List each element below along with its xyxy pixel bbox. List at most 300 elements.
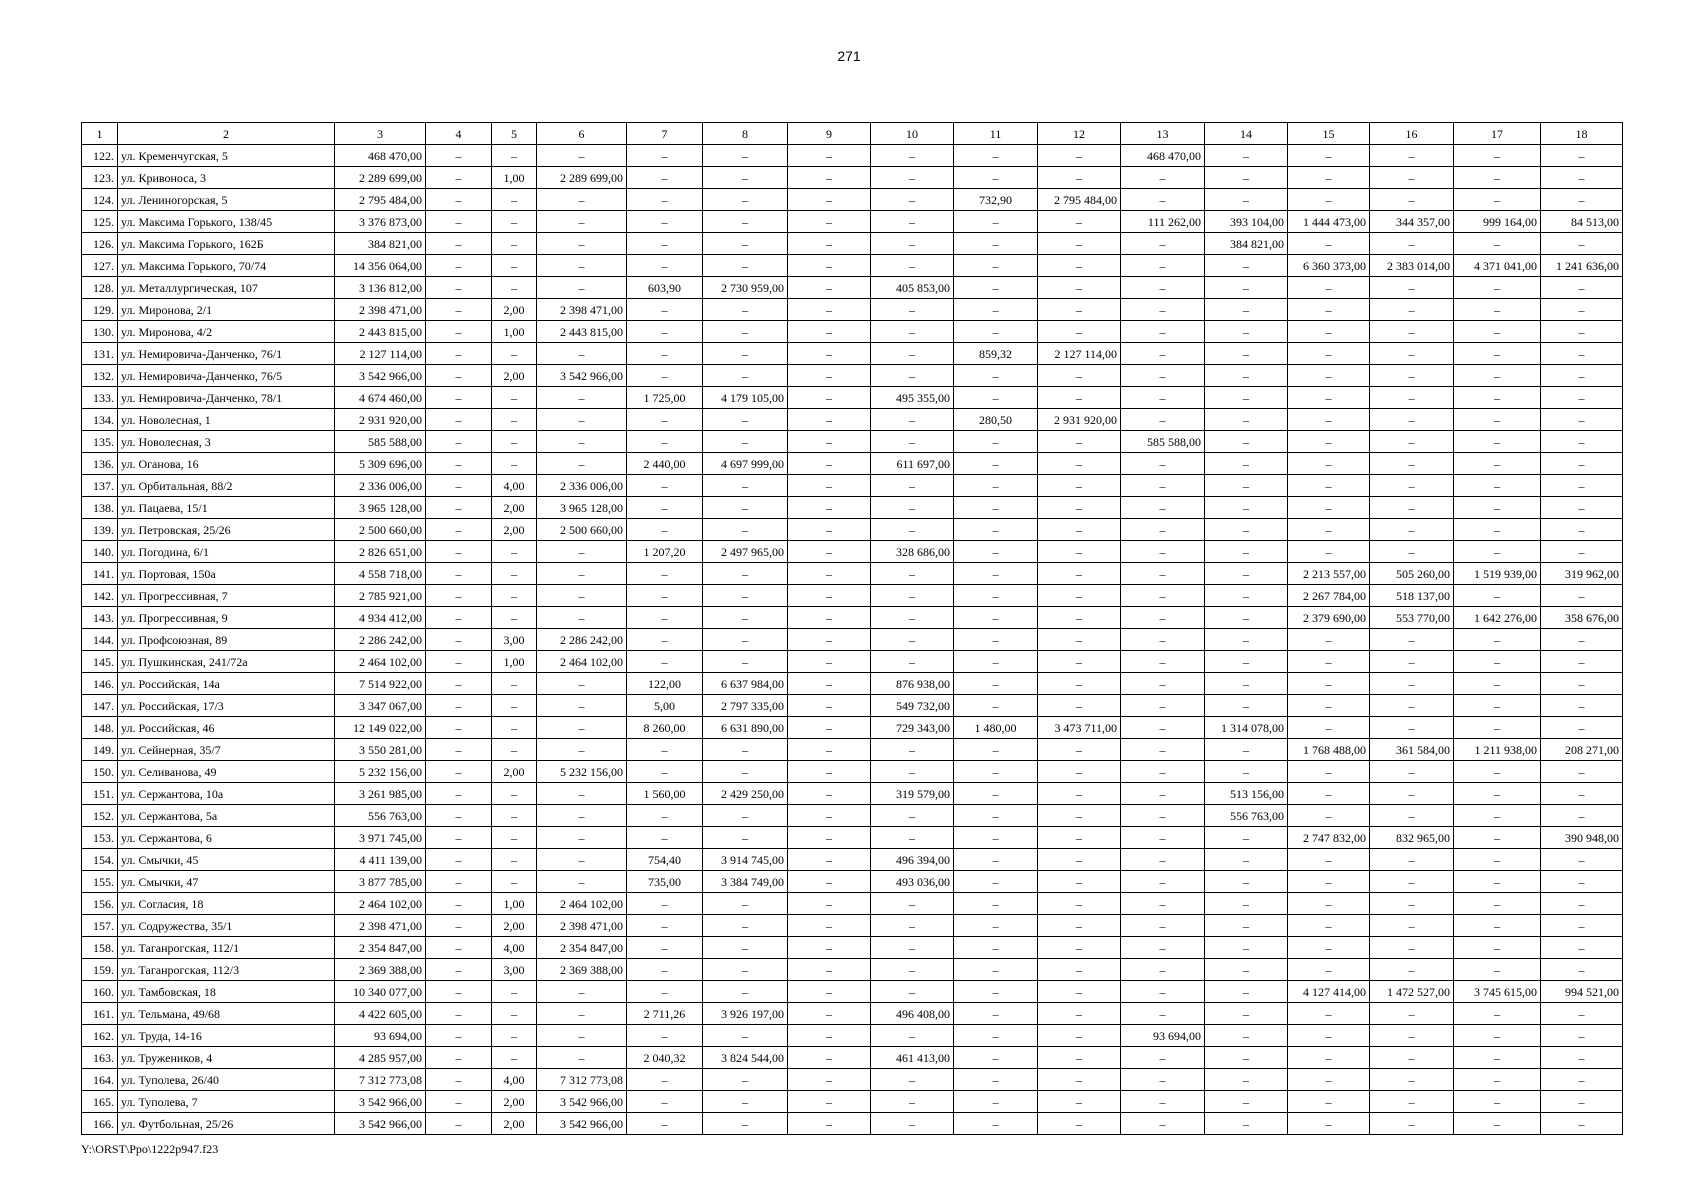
value-cell: – bbox=[871, 475, 954, 497]
value-cell: – bbox=[1288, 761, 1370, 783]
value-cell: 1 642 276,00 bbox=[1454, 607, 1541, 629]
value-cell: 5 232 156,00 bbox=[335, 761, 426, 783]
value-cell: 4 371 041,00 bbox=[1454, 255, 1541, 277]
value-cell: – bbox=[492, 783, 537, 805]
value-cell: – bbox=[1454, 849, 1541, 871]
value-cell: 2,00 bbox=[492, 1091, 537, 1113]
value-cell: – bbox=[954, 739, 1038, 761]
value-cell: – bbox=[492, 233, 537, 255]
value-cell: – bbox=[1121, 299, 1205, 321]
value-cell: – bbox=[871, 629, 954, 651]
value-cell: – bbox=[426, 321, 492, 343]
value-cell: – bbox=[1038, 959, 1121, 981]
value-cell: – bbox=[1121, 717, 1205, 739]
value-cell: 493 036,00 bbox=[871, 871, 954, 893]
value-cell: – bbox=[1541, 1003, 1623, 1025]
value-cell: – bbox=[1038, 871, 1121, 893]
value-cell: – bbox=[1038, 783, 1121, 805]
value-cell: – bbox=[492, 453, 537, 475]
value-cell: – bbox=[954, 805, 1038, 827]
value-cell: 3 542 966,00 bbox=[335, 1113, 426, 1135]
value-cell: 611 697,00 bbox=[871, 453, 954, 475]
row-number-cell: 162. bbox=[82, 1025, 118, 1047]
value-cell: – bbox=[426, 783, 492, 805]
value-cell: – bbox=[788, 299, 871, 321]
value-cell: – bbox=[703, 915, 788, 937]
value-cell: 468 470,00 bbox=[1121, 145, 1205, 167]
value-cell: – bbox=[1205, 651, 1288, 673]
value-cell: – bbox=[1288, 783, 1370, 805]
row-number-cell: 150. bbox=[82, 761, 118, 783]
value-cell: 3 347 067,00 bbox=[335, 695, 426, 717]
value-cell: – bbox=[1370, 167, 1454, 189]
value-cell: 496 394,00 bbox=[871, 849, 954, 871]
value-cell: – bbox=[492, 981, 537, 1003]
row-number-cell: 152. bbox=[82, 805, 118, 827]
value-cell: – bbox=[1454, 893, 1541, 915]
data-table bbox=[81, 122, 1623, 1135]
value-cell: – bbox=[1288, 189, 1370, 211]
value-cell: – bbox=[871, 145, 954, 167]
value-cell: – bbox=[1038, 453, 1121, 475]
value-cell: – bbox=[788, 1113, 871, 1135]
value-cell: – bbox=[1205, 1069, 1288, 1091]
value-cell: – bbox=[1288, 409, 1370, 431]
value-cell: – bbox=[788, 497, 871, 519]
value-cell: – bbox=[426, 167, 492, 189]
row-number-cell: 156. bbox=[82, 893, 118, 915]
table-row bbox=[82, 233, 1623, 255]
value-cell: – bbox=[954, 563, 1038, 585]
value-cell: – bbox=[788, 981, 871, 1003]
table-row bbox=[82, 277, 1623, 299]
value-cell: – bbox=[1038, 233, 1121, 255]
value-cell: – bbox=[1288, 541, 1370, 563]
value-cell: 4 934 412,00 bbox=[335, 607, 426, 629]
value-cell: – bbox=[627, 1113, 703, 1135]
value-cell: – bbox=[703, 255, 788, 277]
value-cell: 2 354 847,00 bbox=[537, 937, 627, 959]
value-cell: – bbox=[1288, 299, 1370, 321]
value-cell: – bbox=[1541, 1047, 1623, 1069]
value-cell: – bbox=[1288, 915, 1370, 937]
value-cell: – bbox=[954, 959, 1038, 981]
value-cell: 732,90 bbox=[954, 189, 1038, 211]
value-cell: – bbox=[627, 519, 703, 541]
value-cell: – bbox=[1541, 915, 1623, 937]
value-cell: – bbox=[1205, 959, 1288, 981]
value-cell: – bbox=[703, 1069, 788, 1091]
value-cell: – bbox=[788, 849, 871, 871]
value-cell: – bbox=[703, 937, 788, 959]
value-cell: 358 676,00 bbox=[1541, 607, 1623, 629]
value-cell: – bbox=[1121, 1069, 1205, 1091]
value-cell: – bbox=[1454, 937, 1541, 959]
value-cell: – bbox=[1370, 937, 1454, 959]
value-cell: – bbox=[426, 1025, 492, 1047]
value-cell: – bbox=[1205, 1113, 1288, 1135]
value-cell: 2 711,26 bbox=[627, 1003, 703, 1025]
value-cell: 2 369 388,00 bbox=[537, 959, 627, 981]
value-cell: – bbox=[871, 233, 954, 255]
value-cell: – bbox=[1121, 321, 1205, 343]
value-cell: – bbox=[1205, 871, 1288, 893]
row-number-cell: 142. bbox=[82, 585, 118, 607]
value-cell: – bbox=[627, 233, 703, 255]
value-cell: – bbox=[426, 871, 492, 893]
row-number-cell: 133. bbox=[82, 387, 118, 409]
value-cell: – bbox=[627, 585, 703, 607]
value-cell: – bbox=[1541, 299, 1623, 321]
value-cell: – bbox=[1370, 871, 1454, 893]
value-cell: – bbox=[1038, 277, 1121, 299]
value-cell: – bbox=[1541, 1091, 1623, 1113]
value-cell: – bbox=[537, 145, 627, 167]
value-cell: – bbox=[1541, 431, 1623, 453]
value-cell: – bbox=[1541, 871, 1623, 893]
value-cell: – bbox=[788, 1091, 871, 1113]
value-cell: – bbox=[1038, 673, 1121, 695]
value-cell: 2 286 242,00 bbox=[537, 629, 627, 651]
value-cell: – bbox=[871, 1113, 954, 1135]
address-cell: ул. Миронова, 2/1 bbox=[118, 299, 335, 321]
value-cell: – bbox=[1454, 871, 1541, 893]
value-cell: 2 213 557,00 bbox=[1288, 563, 1370, 585]
value-cell: – bbox=[492, 717, 537, 739]
value-cell: – bbox=[1541, 805, 1623, 827]
value-cell: – bbox=[788, 211, 871, 233]
row-number-cell: 128. bbox=[82, 277, 118, 299]
row-number-cell: 147. bbox=[82, 695, 118, 717]
value-cell: – bbox=[954, 475, 1038, 497]
value-cell: – bbox=[1038, 431, 1121, 453]
column-header-11: 11 bbox=[954, 123, 1038, 145]
value-cell: – bbox=[537, 343, 627, 365]
value-cell: – bbox=[1038, 519, 1121, 541]
row-number-cell: 138. bbox=[82, 497, 118, 519]
value-cell: 876 938,00 bbox=[871, 673, 954, 695]
value-cell: – bbox=[426, 959, 492, 981]
column-header-12: 12 bbox=[1038, 123, 1121, 145]
value-cell: – bbox=[788, 739, 871, 761]
value-cell: – bbox=[492, 409, 537, 431]
value-cell: – bbox=[1541, 1025, 1623, 1047]
row-number-cell: 153. bbox=[82, 827, 118, 849]
value-cell: 859,32 bbox=[954, 343, 1038, 365]
value-cell: – bbox=[954, 167, 1038, 189]
value-cell: 6 360 373,00 bbox=[1288, 255, 1370, 277]
value-cell: – bbox=[1205, 849, 1288, 871]
value-cell: 2 336 006,00 bbox=[335, 475, 426, 497]
value-cell: – bbox=[1038, 475, 1121, 497]
value-cell: – bbox=[426, 519, 492, 541]
value-cell: – bbox=[537, 827, 627, 849]
value-cell: – bbox=[1121, 695, 1205, 717]
address-cell: ул. Российская, 46 bbox=[118, 717, 335, 739]
value-cell: – bbox=[1370, 761, 1454, 783]
address-cell: ул. Петровская, 25/26 bbox=[118, 519, 335, 541]
value-cell: – bbox=[954, 915, 1038, 937]
value-cell: – bbox=[1454, 431, 1541, 453]
value-cell: 468 470,00 bbox=[335, 145, 426, 167]
value-cell: – bbox=[1038, 1113, 1121, 1135]
value-cell: – bbox=[426, 211, 492, 233]
address-cell: ул. Прогрессивная, 7 bbox=[118, 585, 335, 607]
column-header-15: 15 bbox=[1288, 123, 1370, 145]
column-header-4: 4 bbox=[426, 123, 492, 145]
value-cell: – bbox=[1288, 937, 1370, 959]
value-cell: – bbox=[492, 541, 537, 563]
value-cell: – bbox=[703, 739, 788, 761]
value-cell: – bbox=[492, 211, 537, 233]
value-cell: – bbox=[1121, 167, 1205, 189]
value-cell: – bbox=[426, 453, 492, 475]
value-cell: – bbox=[1370, 233, 1454, 255]
value-cell: – bbox=[627, 805, 703, 827]
value-cell: – bbox=[1454, 915, 1541, 937]
address-cell: ул. Максима Горького, 138/45 bbox=[118, 211, 335, 233]
value-cell: – bbox=[627, 431, 703, 453]
value-cell: – bbox=[871, 497, 954, 519]
table-row bbox=[82, 167, 1623, 189]
value-cell: – bbox=[1541, 541, 1623, 563]
row-number-cell: 125. bbox=[82, 211, 118, 233]
value-cell: 3,00 bbox=[492, 959, 537, 981]
value-cell: 2 383 014,00 bbox=[1370, 255, 1454, 277]
value-cell: – bbox=[627, 497, 703, 519]
value-cell: – bbox=[537, 1025, 627, 1047]
value-cell: 4 285 957,00 bbox=[335, 1047, 426, 1069]
table-row bbox=[82, 365, 1623, 387]
value-cell: – bbox=[954, 827, 1038, 849]
table-row bbox=[82, 673, 1623, 695]
value-cell: – bbox=[426, 651, 492, 673]
value-cell: – bbox=[788, 1069, 871, 1091]
column-header-5: 5 bbox=[492, 123, 537, 145]
value-cell: – bbox=[1454, 1113, 1541, 1135]
value-cell: – bbox=[426, 827, 492, 849]
value-cell: – bbox=[703, 827, 788, 849]
value-cell: – bbox=[537, 805, 627, 827]
value-cell: 3 914 745,00 bbox=[703, 849, 788, 871]
value-cell: 2 785 921,00 bbox=[335, 585, 426, 607]
value-cell: – bbox=[1121, 1091, 1205, 1113]
column-header-17: 17 bbox=[1454, 123, 1541, 145]
value-cell: – bbox=[1205, 343, 1288, 365]
value-cell: – bbox=[1541, 585, 1623, 607]
value-cell: – bbox=[1038, 1047, 1121, 1069]
value-cell: – bbox=[788, 409, 871, 431]
value-cell: – bbox=[1370, 1091, 1454, 1113]
value-cell: 2,00 bbox=[492, 915, 537, 937]
value-cell: 518 137,00 bbox=[1370, 585, 1454, 607]
value-cell: – bbox=[788, 585, 871, 607]
value-cell: – bbox=[1454, 695, 1541, 717]
value-cell: 10 340 077,00 bbox=[335, 981, 426, 1003]
value-cell: – bbox=[1038, 937, 1121, 959]
value-cell: – bbox=[492, 343, 537, 365]
value-cell: – bbox=[1205, 475, 1288, 497]
value-cell: – bbox=[1541, 145, 1623, 167]
value-cell: – bbox=[871, 981, 954, 1003]
value-cell: – bbox=[1205, 761, 1288, 783]
value-cell: – bbox=[492, 871, 537, 893]
value-cell: – bbox=[703, 959, 788, 981]
value-cell: – bbox=[788, 277, 871, 299]
value-cell: – bbox=[871, 365, 954, 387]
value-cell: – bbox=[1205, 827, 1288, 849]
value-cell: 12 149 022,00 bbox=[335, 717, 426, 739]
value-cell: – bbox=[871, 915, 954, 937]
value-cell: 3 877 785,00 bbox=[335, 871, 426, 893]
value-cell: – bbox=[537, 255, 627, 277]
value-cell: – bbox=[1121, 739, 1205, 761]
value-cell: – bbox=[426, 365, 492, 387]
value-cell: – bbox=[1205, 519, 1288, 541]
value-cell: – bbox=[426, 695, 492, 717]
value-cell: – bbox=[1541, 343, 1623, 365]
value-cell: 2 289 699,00 bbox=[335, 167, 426, 189]
value-cell: – bbox=[788, 519, 871, 541]
value-cell: – bbox=[1541, 453, 1623, 475]
value-cell: – bbox=[426, 761, 492, 783]
value-cell: – bbox=[1205, 453, 1288, 475]
value-cell: – bbox=[1454, 321, 1541, 343]
value-cell: – bbox=[1205, 629, 1288, 651]
value-cell: – bbox=[1205, 189, 1288, 211]
value-cell: – bbox=[492, 849, 537, 871]
value-cell: – bbox=[492, 277, 537, 299]
value-cell: 3 542 966,00 bbox=[335, 365, 426, 387]
value-cell: – bbox=[426, 387, 492, 409]
value-cell: – bbox=[1370, 695, 1454, 717]
value-cell: – bbox=[537, 849, 627, 871]
value-cell: – bbox=[537, 233, 627, 255]
value-cell: 2 931 920,00 bbox=[1038, 409, 1121, 431]
value-cell: 3,00 bbox=[492, 629, 537, 651]
value-cell: 461 413,00 bbox=[871, 1047, 954, 1069]
table-row bbox=[82, 871, 1623, 893]
value-cell: – bbox=[627, 365, 703, 387]
value-cell: 3 971 745,00 bbox=[335, 827, 426, 849]
value-cell: – bbox=[1121, 255, 1205, 277]
value-cell: – bbox=[1038, 651, 1121, 673]
value-cell: – bbox=[1370, 541, 1454, 563]
value-cell: – bbox=[871, 1025, 954, 1047]
value-cell: – bbox=[703, 585, 788, 607]
table-row bbox=[82, 1069, 1623, 1091]
value-cell: – bbox=[1038, 321, 1121, 343]
value-cell: 2 440,00 bbox=[627, 453, 703, 475]
value-cell: – bbox=[426, 1091, 492, 1113]
table-row bbox=[82, 409, 1623, 431]
value-cell: – bbox=[1121, 233, 1205, 255]
value-cell: – bbox=[1541, 519, 1623, 541]
row-number-cell: 151. bbox=[82, 783, 118, 805]
value-cell: 6 631 890,00 bbox=[703, 717, 788, 739]
value-cell: – bbox=[954, 299, 1038, 321]
value-cell: – bbox=[703, 1113, 788, 1135]
value-cell: – bbox=[627, 167, 703, 189]
value-cell: 4,00 bbox=[492, 937, 537, 959]
value-cell: – bbox=[1205, 695, 1288, 717]
row-number-cell: 131. bbox=[82, 343, 118, 365]
value-cell: – bbox=[627, 893, 703, 915]
value-cell: – bbox=[627, 827, 703, 849]
value-cell: 2 429 250,00 bbox=[703, 783, 788, 805]
value-cell: – bbox=[1541, 937, 1623, 959]
value-cell: 3 926 197,00 bbox=[703, 1003, 788, 1025]
value-cell: 4 674 460,00 bbox=[335, 387, 426, 409]
value-cell: 2 826 651,00 bbox=[335, 541, 426, 563]
value-cell: – bbox=[1454, 189, 1541, 211]
address-cell: ул. Согласия, 18 bbox=[118, 893, 335, 915]
value-cell: – bbox=[1038, 145, 1121, 167]
value-cell: – bbox=[1121, 959, 1205, 981]
value-cell: – bbox=[1288, 629, 1370, 651]
value-cell: 2 127 114,00 bbox=[1038, 343, 1121, 365]
value-cell: – bbox=[788, 937, 871, 959]
value-cell: 3 745 615,00 bbox=[1454, 981, 1541, 1003]
value-cell: – bbox=[1454, 761, 1541, 783]
value-cell: – bbox=[1038, 255, 1121, 277]
value-cell: – bbox=[871, 189, 954, 211]
value-cell: – bbox=[703, 497, 788, 519]
column-header-18: 18 bbox=[1541, 123, 1623, 145]
value-cell: – bbox=[1454, 519, 1541, 541]
value-cell: – bbox=[788, 871, 871, 893]
value-cell: 1 211 938,00 bbox=[1454, 739, 1541, 761]
value-cell: – bbox=[703, 519, 788, 541]
value-cell: – bbox=[1370, 1113, 1454, 1135]
value-cell: – bbox=[1454, 629, 1541, 651]
address-cell: ул. Максима Горького, 70/74 bbox=[118, 255, 335, 277]
value-cell: – bbox=[703, 167, 788, 189]
address-cell: ул. Тамбовская, 18 bbox=[118, 981, 335, 1003]
value-cell: – bbox=[1541, 893, 1623, 915]
row-number-cell: 154. bbox=[82, 849, 118, 871]
value-cell: – bbox=[1541, 673, 1623, 695]
address-cell: ул. Немировича-Данченко, 76/5 bbox=[118, 365, 335, 387]
value-cell: 3 542 966,00 bbox=[537, 1091, 627, 1113]
value-cell: 4,00 bbox=[492, 475, 537, 497]
table-row bbox=[82, 629, 1623, 651]
value-cell: – bbox=[1121, 893, 1205, 915]
row-number-cell: 126. bbox=[82, 233, 118, 255]
value-cell: – bbox=[1288, 849, 1370, 871]
value-cell: 2 398 471,00 bbox=[537, 915, 627, 937]
column-header-2: 2 bbox=[118, 123, 335, 145]
value-cell: – bbox=[426, 1047, 492, 1069]
value-cell: 3 473 711,00 bbox=[1038, 717, 1121, 739]
row-number-cell: 149. bbox=[82, 739, 118, 761]
value-cell: – bbox=[1541, 717, 1623, 739]
value-cell: 5 232 156,00 bbox=[537, 761, 627, 783]
value-cell: – bbox=[954, 783, 1038, 805]
table-row bbox=[82, 343, 1623, 365]
value-cell: – bbox=[788, 827, 871, 849]
value-cell: – bbox=[1454, 1003, 1541, 1025]
value-cell: 2 464 102,00 bbox=[537, 893, 627, 915]
value-cell: – bbox=[1288, 431, 1370, 453]
value-cell: 1 768 488,00 bbox=[1288, 739, 1370, 761]
table-row bbox=[82, 937, 1623, 959]
value-cell: – bbox=[1454, 497, 1541, 519]
value-cell: – bbox=[1541, 233, 1623, 255]
table-row bbox=[82, 211, 1623, 233]
column-header-16: 16 bbox=[1370, 123, 1454, 145]
value-cell: – bbox=[1454, 959, 1541, 981]
